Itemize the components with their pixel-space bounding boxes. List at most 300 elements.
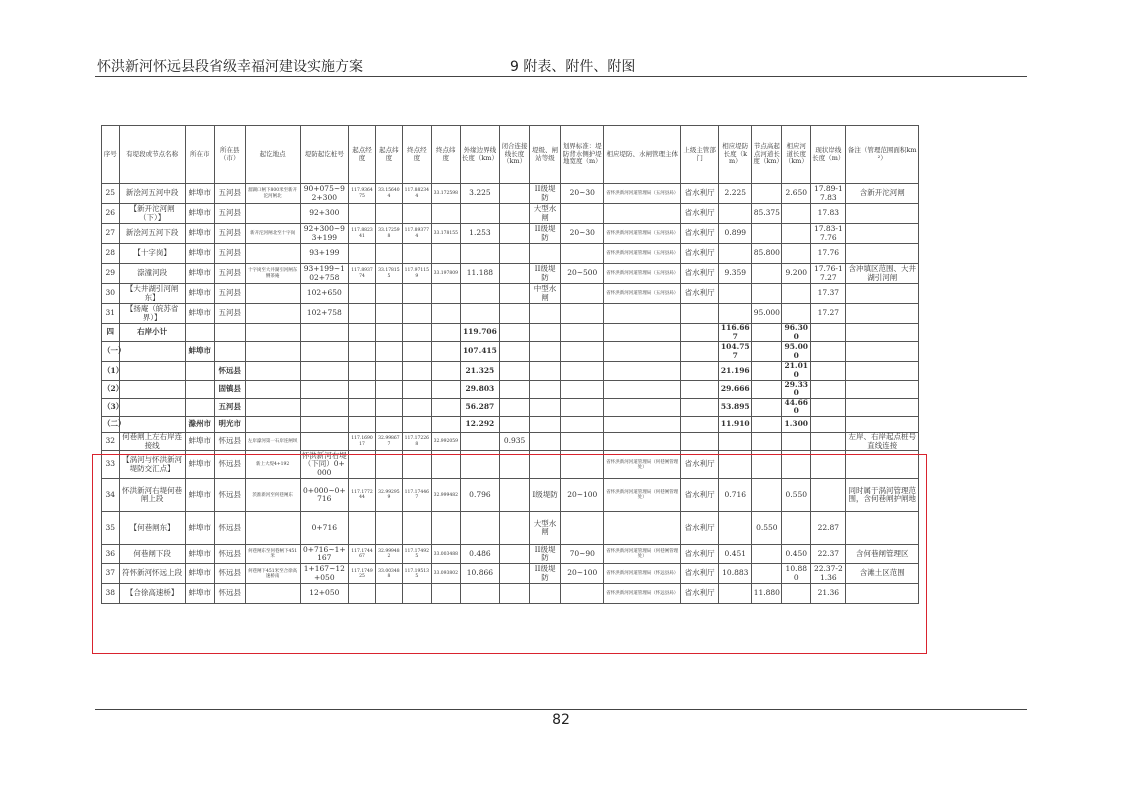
table-cell: 【大井湖引河闸东】 (119, 284, 185, 304)
table-cell (782, 204, 811, 224)
table-cell: 0+000~0+716 (300, 479, 349, 512)
table-cell (375, 204, 402, 224)
table-cell: 0.796 (460, 479, 499, 512)
table-cell: 0+716~1+167 (300, 545, 349, 564)
table-row (102, 224, 919, 244)
table-header-cell: 备注（管理范围面积km²） (846, 126, 919, 184)
table-cell: 10.880 (782, 564, 811, 584)
table-cell: 【何巷闸东】 (119, 512, 185, 545)
table-cell: 17.89-17.83 (811, 184, 846, 204)
table-cell: 固镇县 (214, 380, 245, 398)
table-cell (431, 362, 460, 380)
table-cell: 蚌埠市 (185, 433, 214, 451)
table-cell (349, 304, 376, 324)
table-cell (402, 398, 431, 416)
table-cell (530, 244, 561, 264)
table-cell: 32.992059 (431, 433, 460, 451)
table-cell: 怀远县 (214, 479, 245, 512)
table-cell (530, 380, 561, 398)
table-cell: 符怀新河怀远上段 (119, 564, 185, 584)
table-cell: 0+716 (300, 512, 349, 545)
table-cell: 37 (102, 564, 120, 584)
table-cell (811, 362, 846, 380)
table-cell: 怀远县 (214, 362, 245, 380)
table-cell (530, 433, 561, 451)
table-cell: 1.300 (782, 417, 811, 433)
table-cell (214, 342, 245, 362)
table-cell: 滁州市 (185, 417, 214, 433)
table-cell (846, 284, 919, 304)
table-cell: I级堤防 (530, 479, 561, 512)
table-cell (349, 284, 376, 304)
table-cell: 70~90 (561, 545, 604, 564)
table-cell (681, 324, 719, 342)
table-cell: 31 (102, 304, 120, 324)
table-cell: 95.000 (752, 304, 782, 324)
table-row (102, 380, 919, 398)
table-header-cell: 堤级、闸站等级 (530, 126, 561, 184)
table-cell (752, 433, 782, 451)
table-cell: 29.803 (460, 380, 499, 398)
table-cell: 新浍河五河中段 (119, 184, 185, 204)
table-cell (300, 433, 349, 451)
table-cell: 28 (102, 244, 120, 264)
table-cell (431, 284, 460, 304)
table-cell (402, 342, 431, 362)
table-cell: 17.83 (811, 204, 846, 224)
table-cell: 何巷闸上左右岸连接线 (119, 433, 185, 451)
table-row (102, 324, 919, 342)
table-cell: 省怀洪新河河道管理局（怀远县局） (604, 564, 681, 584)
table-cell (681, 417, 719, 433)
table-cell: 117.893774 (402, 224, 431, 244)
table-cell: 省水利厅 (681, 184, 719, 204)
table-cell (500, 264, 530, 284)
table-cell: 左岸濠河第一石岸连闸坝 (245, 433, 300, 451)
table-cell (245, 204, 300, 224)
table-cell: 33.197809 (431, 264, 460, 284)
table-cell: 29.666 (719, 380, 752, 398)
table-cell: 21.010 (782, 362, 811, 380)
table-header-cell: 堤防起讫桩号 (300, 126, 349, 184)
table-cell (349, 244, 376, 264)
table-cell: 1.253 (460, 224, 499, 244)
table-cell (500, 342, 530, 362)
table-cell: 102+650 (300, 284, 349, 304)
table-cell (561, 342, 604, 362)
table-cell: 35 (102, 512, 120, 545)
table-cell (681, 380, 719, 398)
table-cell (402, 417, 431, 433)
table-cell: 省水利厅 (681, 224, 719, 244)
table-cell (119, 417, 185, 433)
table-cell (185, 398, 214, 416)
table-cell: （一） (102, 342, 120, 362)
table-cell (752, 324, 782, 342)
table-cell (402, 362, 431, 380)
table-cell: 117.971159 (402, 264, 431, 284)
table-cell (349, 398, 376, 416)
table-cell (561, 304, 604, 324)
table-cell (375, 304, 402, 324)
table-cell (185, 380, 214, 398)
footer-rule (95, 709, 1027, 710)
table-cell (460, 284, 499, 304)
table-cell: 五河县 (214, 398, 245, 416)
table-cell (752, 184, 782, 204)
table-cell: 9.200 (782, 264, 811, 284)
table-cell: II级堤防 (530, 184, 561, 204)
table-cell (752, 362, 782, 380)
table-cell: II级堤防 (530, 264, 561, 284)
table-header-cell: 相应堤防、水闸管理主体 (604, 126, 681, 184)
table-cell (681, 398, 719, 416)
table-cell (719, 244, 752, 264)
table-cell: 怀远县 (214, 451, 245, 479)
table-cell (561, 324, 604, 342)
table-header-cell: 节点高起点河道长度（km） (752, 126, 782, 184)
table-cell (811, 324, 846, 342)
table-cell (460, 304, 499, 324)
table-cell: 34 (102, 479, 120, 512)
table-cell: 溜湖口闸下800米至新开沱河闸北 (245, 184, 300, 204)
table-cell: 2.225 (719, 184, 752, 204)
table-cell (681, 304, 719, 324)
table-cell: 蚌埠市 (185, 244, 214, 264)
table-cell (846, 324, 919, 342)
table-cell (846, 417, 919, 433)
table-cell: 95.000 (782, 342, 811, 362)
table-cell: 五河县 (214, 204, 245, 224)
table-cell: 32.992959 (375, 479, 402, 512)
table-cell (375, 417, 402, 433)
table-cell (349, 362, 376, 380)
table-cell: （1） (102, 362, 120, 380)
table-header-cell: 终点经度 (402, 126, 431, 184)
table-cell (214, 324, 245, 342)
table-cell (245, 324, 300, 342)
table-cell (300, 417, 349, 433)
table-cell (402, 324, 431, 342)
table-cell (530, 362, 561, 380)
table-cell: 怀远县 (214, 545, 245, 564)
table-cell: 92+300 (300, 204, 349, 224)
table-cell: 0.450 (782, 545, 811, 564)
table-cell (604, 398, 681, 416)
table-cell: 85.375 (752, 204, 782, 224)
table-cell (349, 324, 376, 342)
table-cell: 56.287 (460, 398, 499, 416)
table-cell: 省怀洪新河河道管理局（五河县局） (604, 224, 681, 244)
table-cell: 蚌埠市 (185, 479, 214, 512)
table-cell: 省怀洪新河河道管理局（五河县局） (604, 244, 681, 264)
table-cell: 省水利厅 (681, 244, 719, 264)
table-cell: 怀远县 (214, 584, 245, 604)
table-cell: 大型水闸 (530, 204, 561, 224)
table-cell (185, 324, 214, 342)
table-cell (349, 417, 376, 433)
table-header-cell: 闭合连接线长度（km） (500, 126, 530, 184)
table-cell: 五河县 (214, 244, 245, 264)
table-cell (500, 362, 530, 380)
table-row (102, 244, 919, 264)
table-cell (604, 362, 681, 380)
section-title: 9 附表、附件、附图 (510, 59, 636, 75)
table-cell: 五河县 (214, 304, 245, 324)
table-cell (500, 224, 530, 244)
table-cell (460, 244, 499, 264)
table-cell (402, 204, 431, 224)
table-cell (846, 380, 919, 398)
table-row (102, 304, 919, 324)
table-cell: 92+300~93+199 (300, 224, 349, 244)
table-cell: 29.330 (782, 380, 811, 398)
table-cell: 20~30 (561, 224, 604, 244)
table-cell: 12+050 (300, 584, 349, 604)
table-cell (245, 342, 300, 362)
table-cell: 17.83-17.76 (811, 224, 846, 244)
table-cell: 17.37 (811, 284, 846, 304)
table-cell (500, 284, 530, 304)
table-cell: 怀远县 (214, 564, 245, 584)
table-cell: 117.174467 (402, 479, 431, 512)
table-cell: 38 (102, 584, 120, 604)
table-cell (811, 380, 846, 398)
table-cell (782, 224, 811, 244)
table-cell: 【合徐高速桥】 (119, 584, 185, 604)
table-cell: （3） (102, 398, 120, 416)
table-cell: 32.998677 (375, 433, 402, 451)
table-cell: 0.486 (460, 545, 499, 564)
table-cell (375, 244, 402, 264)
table-cell: 蚌埠市 (185, 224, 214, 244)
table-cell: 何巷闸下段 (119, 545, 185, 564)
table-cell (245, 304, 300, 324)
table-cell: 漴潼河段 (119, 264, 185, 284)
table-cell: 省怀洪新河河道管理局（何巷闸管理处） (604, 545, 681, 564)
table-cell (375, 284, 402, 304)
table-cell (500, 398, 530, 416)
page-number: 82 (552, 712, 570, 728)
table-cell (245, 244, 300, 264)
table-cell: 36 (102, 545, 120, 564)
table-cell: 33.093802 (431, 564, 460, 584)
table-cell (431, 398, 460, 416)
table-header-cell: 起讫地点 (245, 126, 300, 184)
table-cell: 省水利厅 (681, 479, 719, 512)
table-cell: 五河县 (214, 284, 245, 304)
table-cell (245, 284, 300, 304)
table-cell (460, 204, 499, 224)
table-cell: 省水利厅 (681, 512, 719, 545)
table-cell: 含何巷闸管理区 (846, 545, 919, 564)
table-cell: 10.883 (719, 564, 752, 584)
table-cell (431, 204, 460, 224)
table-cell: 蚌埠市 (185, 451, 214, 479)
table-cell: （2） (102, 380, 120, 398)
table-cell: 21.325 (460, 362, 499, 380)
table-cell: 96.300 (782, 324, 811, 342)
table-cell (681, 342, 719, 362)
table-cell: 32.999482 (375, 545, 402, 564)
table-cell: 【十字岗】 (119, 244, 185, 264)
table-cell (530, 324, 561, 342)
table-cell: 蚌埠市 (185, 264, 214, 284)
table-header-cell: 划界标准：堤防背水侧护堤地宽度（m） (561, 126, 604, 184)
table-cell: 省怀洪新河河道管理局（怀远县局） (604, 584, 681, 604)
table-cell (561, 244, 604, 264)
table-cell: 20~100 (561, 479, 604, 512)
table-cell: 93+199~102+758 (300, 264, 349, 284)
table-cell (119, 398, 185, 416)
table-header-row (102, 126, 919, 184)
table-row (102, 264, 919, 284)
table-cell: 21.36 (811, 584, 846, 604)
table-cell (604, 380, 681, 398)
table-cell (245, 417, 300, 433)
table-header-cell: 起点纬度 (375, 126, 402, 184)
table-cell (604, 204, 681, 224)
table-cell (500, 244, 530, 264)
table-cell (561, 284, 604, 304)
table-cell: 0.716 (719, 479, 752, 512)
table-cell: 11.910 (719, 417, 752, 433)
table-cell (752, 380, 782, 398)
table-cell (681, 433, 719, 451)
table-cell: 省水利厅 (681, 564, 719, 584)
header-rule (95, 76, 1027, 77)
table-cell (561, 433, 604, 451)
table-cell: 117.169017 (349, 433, 376, 451)
table-cell (561, 417, 604, 433)
table-cell: 大型水闸 (530, 512, 561, 545)
table-cell: 44.660 (782, 398, 811, 416)
table-cell (530, 304, 561, 324)
table-cell (300, 342, 349, 362)
table-cell (500, 324, 530, 342)
table-cell: 17.76 (811, 244, 846, 264)
table-cell: 119.706 (460, 324, 499, 342)
table-cell: 33.003488 (431, 545, 460, 564)
table-cell (811, 417, 846, 433)
table-cell: 十字岗至大井湖引河闸东侧茶庵 (245, 264, 300, 284)
table-cell: 省水利厅 (681, 451, 719, 479)
table-cell: 12.292 (460, 417, 499, 433)
table-cell (782, 284, 811, 304)
table-cell (245, 380, 300, 398)
table-cell (681, 362, 719, 380)
table-cell: 22.37-21.36 (811, 564, 846, 584)
table-cell (752, 398, 782, 416)
table-cell (375, 398, 402, 416)
table-cell: 9.359 (719, 264, 752, 284)
table-cell: 0.550 (752, 512, 782, 545)
table-cell: 茨淮新河至何巷闸东 (245, 479, 300, 512)
table-cell: 蚌埠市 (185, 564, 214, 584)
table-cell (782, 244, 811, 264)
table-cell: 22.37 (811, 545, 846, 564)
table-cell (460, 433, 499, 451)
table-cell: 33.178155 (431, 224, 460, 244)
table-cell (719, 204, 752, 224)
table-cell (811, 398, 846, 416)
table-cell: 53.895 (719, 398, 752, 416)
table-cell: 省怀洪新河河道管理局（五河县局） (604, 184, 681, 204)
table-header-cell: 起点经度 (349, 126, 376, 184)
table-cell: 0.451 (719, 545, 752, 564)
table-cell (604, 433, 681, 451)
table-cell: 117.174925 (402, 545, 431, 564)
table-cell (561, 398, 604, 416)
document-title: 怀洪新河怀远县段省级幸福河建设实施方案 (97, 59, 363, 75)
table-cell (431, 417, 460, 433)
table-header-cell: 外缘边界线长度（km） (460, 126, 499, 184)
table-cell: 20~100 (561, 564, 604, 584)
table-cell: 蚌埠市 (185, 584, 214, 604)
table-cell (185, 362, 214, 380)
table-cell: 含冲填区范围、大井湖引河闸 (846, 264, 919, 284)
table-cell (402, 284, 431, 304)
table-cell: 2.650 (782, 184, 811, 204)
table-cell (375, 362, 402, 380)
table-cell: 33.178155 (375, 264, 402, 284)
table-cell (431, 342, 460, 362)
table-cell (752, 342, 782, 362)
table-cell: 新浍河五河下段 (119, 224, 185, 244)
table-cell: II级堤防 (530, 545, 561, 564)
table-cell: 0.935 (500, 433, 530, 451)
table-cell (402, 380, 431, 398)
table-cell: 17.76-17.27 (811, 264, 846, 284)
table-cell: 省水利厅 (681, 284, 719, 304)
table-cell: 20~500 (561, 264, 604, 284)
table-row (102, 417, 919, 433)
table-cell (500, 417, 530, 433)
table-cell: 93+199 (300, 244, 349, 264)
table-cell (604, 417, 681, 433)
table-cell: 省水利厅 (681, 204, 719, 224)
table-cell: 104.757 (719, 342, 752, 362)
table-cell (752, 224, 782, 244)
highlight-box (92, 454, 927, 654)
table-cell: 1+167~12+050 (300, 564, 349, 584)
table-cell: 27 (102, 224, 120, 244)
table-cell: 32.999482 (431, 479, 460, 512)
table-header-cell: 相应堤防长度（km） (719, 126, 752, 184)
table-cell: 0.899 (719, 224, 752, 244)
table-header-cell: 现状岸线长度（m） (811, 126, 846, 184)
table-cell: 33.003488 (375, 564, 402, 584)
table-cell (846, 362, 919, 380)
table-cell: 右岸小计 (119, 324, 185, 342)
table-cell (349, 342, 376, 362)
table-cell (846, 224, 919, 244)
table-cell: 省怀洪新河河道管理局（五河县局） (604, 264, 681, 284)
table-cell (561, 362, 604, 380)
table-cell: 蚌埠市 (185, 204, 214, 224)
table-cell: 含滩土区范围 (846, 564, 919, 584)
table-row (102, 184, 919, 204)
table-cell: 117.936475 (349, 184, 376, 204)
table-cell (846, 342, 919, 362)
table-cell: 20~30 (561, 184, 604, 204)
table-header-cell: 所在县（市） (214, 126, 245, 184)
table-header-cell: 相应河道长度（km） (782, 126, 811, 184)
table-row (102, 342, 919, 362)
table-cell: 10.866 (460, 564, 499, 584)
table-cell: II级堤防 (530, 564, 561, 584)
table-cell (752, 284, 782, 304)
